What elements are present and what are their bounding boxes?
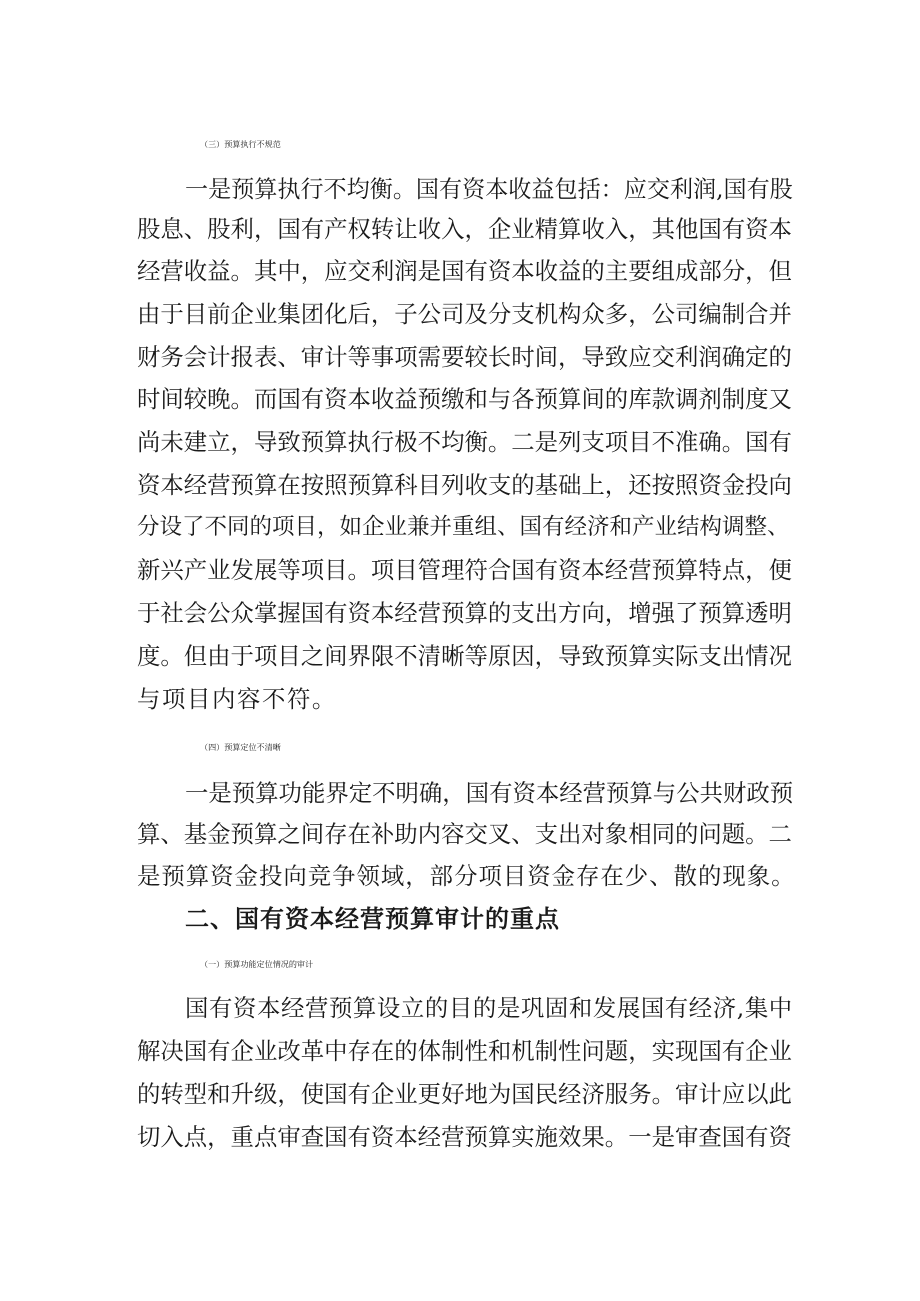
paragraph-line: 资本经营预算在按照预算科目列收支的基础上，还按照资金投向 [137,471,792,499]
paragraph-line: 股息、股利，国有产权转让收入，企业精算收入，其他国有资本 [137,215,792,243]
paragraph-line: 尚未建立，导致预算执行极不均衡。二是列支项目不准确。国有 [137,428,792,456]
paragraph-line: 与项目内容不符。 [137,685,337,713]
section-3-heading: （三）预算执行不规范 [200,139,281,149]
paragraph-line: 是预算资金投向竞争领域，部分项目资金存在少、散的现象。 [137,862,796,890]
paragraph-line: 解决国有企业改革中存在的体制性和机制性问题，实现国有企业 [137,1037,792,1065]
section-4-heading: （四）预算定位不清晰 [200,742,281,752]
paragraph-line: 度。但由于项目之间界限不清晰等原因，导致预算实际支出情况 [137,642,792,670]
paragraph-line: 由于目前企业集团化后，子公司及分支机构众多，公司编制合并 [137,300,792,328]
paragraph-line: 财务会计报表、审计等事项需要较长时间，导致应交利润确定的 [137,343,792,371]
paragraph-line: 国有资本经营预算设立的目的是巩固和发展国有经济,集中 [185,994,793,1022]
part-2-heading: 二、国有资本经营预算审计的重点 [185,905,560,933]
paragraph-line: 经营收益。其中，应交利润是国有资本收益的主要组成部分，但 [137,257,792,285]
paragraph-line: 时间较晚。而国有资本收益预缴和与各预算间的库款调剂制度又 [137,385,792,413]
paragraph-line: 切入点，重点审查国有资本经营预算实施效果。一是审查国有资 [137,1123,792,1151]
subsection-1-heading: （一）预算功能定位情况的审计 [200,959,314,969]
paragraph-line: 算、基金预算之间存在补助内容交叉、支出对象相同的问题。二 [137,820,792,848]
paragraph-line: 于社会公众掌握国有资本经营预算的支出方向，增强了预算透明 [137,599,792,627]
paragraph-line: 一是预算执行不均衡。国有资本收益包括：应交利润,国有股 [185,177,793,203]
paragraph-line: 一是预算功能界定不明确，国有资本经营预算与公共财政预 [185,779,794,807]
paragraph-line: 的转型和升级，使国有企业更好地为国民经济服务。审计应以此 [137,1080,792,1108]
paragraph-line: 新兴产业发展等项目。项目管理符合国有资本经营预算特点，便 [137,556,792,584]
paragraph-line: 分设了不同的项目，如企业兼并重组、国有经济和产业结构调整、 [137,514,790,540]
